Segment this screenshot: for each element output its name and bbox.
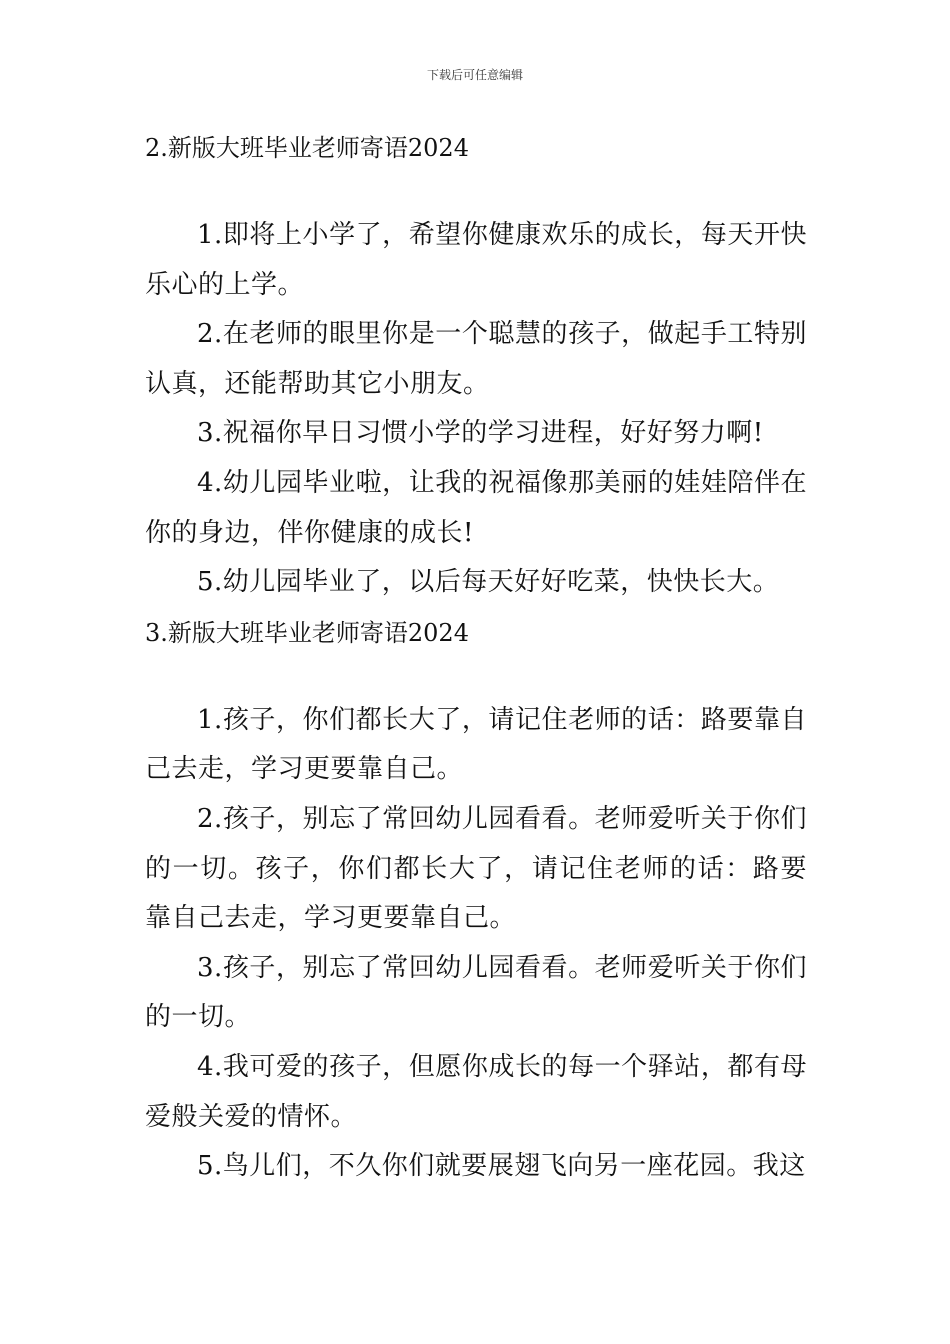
list-item: 4.我可爱的孩子，但愿你成长的每一个驿站，都有母爱般关爱的情怀。 bbox=[145, 1051, 807, 1132]
list-item: 3.孩子，别忘了常回幼儿园看看。老师爱听关于你们的一切。 bbox=[145, 952, 807, 1033]
list-item: 5.幼儿园毕业了，以后每天好好吃菜，快快长大。 bbox=[197, 567, 780, 598]
list-item: 4.幼儿园毕业啦，让我的祝福像那美丽的娃娃陪伴在你的身边，伴你健康的成长! bbox=[145, 467, 807, 548]
list-item: 3.祝福你早日习惯小学的学习进程，好好努力啊! bbox=[197, 418, 764, 449]
section-list bbox=[145, 696, 807, 1192]
list-item: 1.即将上小学了，希望你健康欢乐的成长，每天开快乐心的上学。 bbox=[145, 220, 807, 300]
list-item: 5.鸟儿们，不久你们就要展翅飞向另一座花园。我这 bbox=[197, 1151, 806, 1182]
document-body bbox=[145, 123, 807, 1192]
section-heading: 2.新版大班毕业老师寄语2024 bbox=[145, 134, 469, 162]
section-list bbox=[145, 211, 807, 608]
list-item: 1.孩子，你们都长大了，请记住老师的话：路要靠自己去走，学习更要靠自己。 bbox=[145, 704, 807, 785]
section-heading: 3.新版大班毕业老师寄语2024 bbox=[145, 618, 469, 647]
list-item: 2.孩子，别忘了常回幼儿园看看。老师爱听关于你们的一切。孩子，你们都长大了，请记住老师的话：路要靠自己去走，学习更要靠自己。 bbox=[145, 803, 807, 934]
page-header-note: 下载后可任意编辑 bbox=[426, 68, 523, 82]
list-item: 2.在老师的眼里你是一个聪慧的孩子，做起手工特别认真，还能帮助其它小朋友。 bbox=[145, 319, 807, 399]
